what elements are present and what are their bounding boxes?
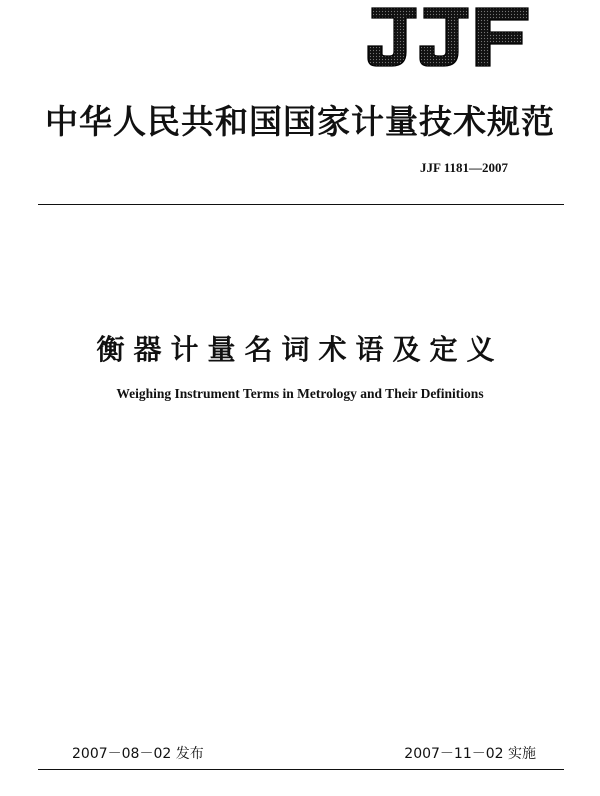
- jjf-logo: [366, 4, 530, 70]
- release-date: 2007－08－02 发布: [72, 746, 204, 762]
- bottom-divider: [38, 769, 564, 770]
- implementation-date: 2007－11－02 实施: [404, 746, 536, 762]
- top-divider: [38, 204, 564, 205]
- issuing-authority-title: 中华人民共和国国家计量技术规范: [45, 102, 555, 141]
- standard-number: JJF 1181—2007: [420, 160, 508, 175]
- document-title-en: Weighing Instrument Terms in Metrology and Their Definitions: [116, 386, 484, 401]
- document-title-cn: 衡器计量名词术语及定义: [96, 333, 504, 366]
